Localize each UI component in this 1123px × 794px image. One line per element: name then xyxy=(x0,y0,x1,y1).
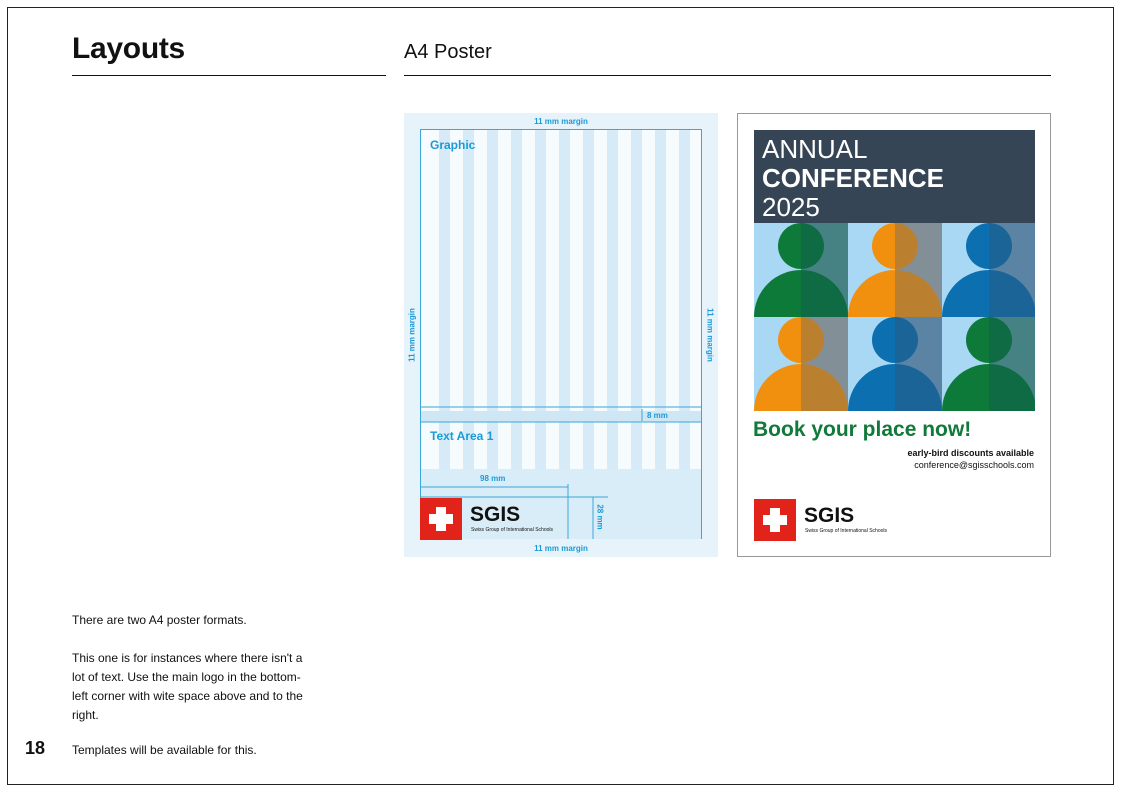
graphic-zone-label: Graphic xyxy=(430,138,476,152)
gap-measure-label: 8 mm xyxy=(647,411,668,420)
page-number: 18 xyxy=(25,738,46,758)
poster-email: conference@sgisschools.com xyxy=(914,460,1034,470)
swiss-cross-icon xyxy=(754,499,796,541)
subsection-title: A4 Poster xyxy=(404,41,492,63)
poster-example xyxy=(737,113,1051,557)
subsection-title-rule xyxy=(404,75,1051,76)
poster-people-graphic xyxy=(754,223,1035,411)
poster-title-block xyxy=(754,130,1035,223)
logo-tagline: Swiss Group of International Schools xyxy=(471,527,553,533)
logo-wordmark: SGIS xyxy=(470,503,521,526)
margin-left-label: 11 mm margin xyxy=(407,308,417,362)
poster-title-line2: CONFERENCE xyxy=(762,163,945,193)
body-paragraph-1: There are two A4 poster formats. xyxy=(72,613,247,627)
logo-width-label: 98 mm xyxy=(480,474,506,483)
swiss-cross-icon xyxy=(420,498,462,540)
logo-height-label: 28 mm xyxy=(595,504,605,530)
body-paragraph-2: This one is for instances where there isn't a lot of text. Use the main logo in the bottom-left corner with wite space above and to the right. xyxy=(72,651,303,722)
poster-title-line3: 2025 xyxy=(762,192,820,222)
sgis-logo-mark xyxy=(420,498,462,540)
section-title: Layouts xyxy=(72,32,185,65)
poster-title-line1: ANNUAL xyxy=(762,134,868,164)
poster-call-to-action: Book your place now! xyxy=(753,418,972,441)
body-paragraph-3: Templates will be available for this. xyxy=(72,743,257,757)
section-title-rule xyxy=(72,75,386,76)
margin-right-label: 11 mm margin xyxy=(705,308,715,362)
poster-logo-mark xyxy=(754,499,796,541)
blueprint-guides xyxy=(404,113,718,557)
poster-logo-wordmark: SGIS xyxy=(804,504,855,527)
margin-top-label: 11 mm margin xyxy=(534,117,588,126)
layout-blueprint xyxy=(404,113,718,557)
margin-bottom-label: 11 mm margin xyxy=(534,544,588,553)
text-area-label: Text Area 1 xyxy=(430,429,494,443)
poster-logo-tagline: Swiss Group of International Schools xyxy=(805,528,887,534)
poster-subline: early-bird discounts available xyxy=(907,448,1034,458)
